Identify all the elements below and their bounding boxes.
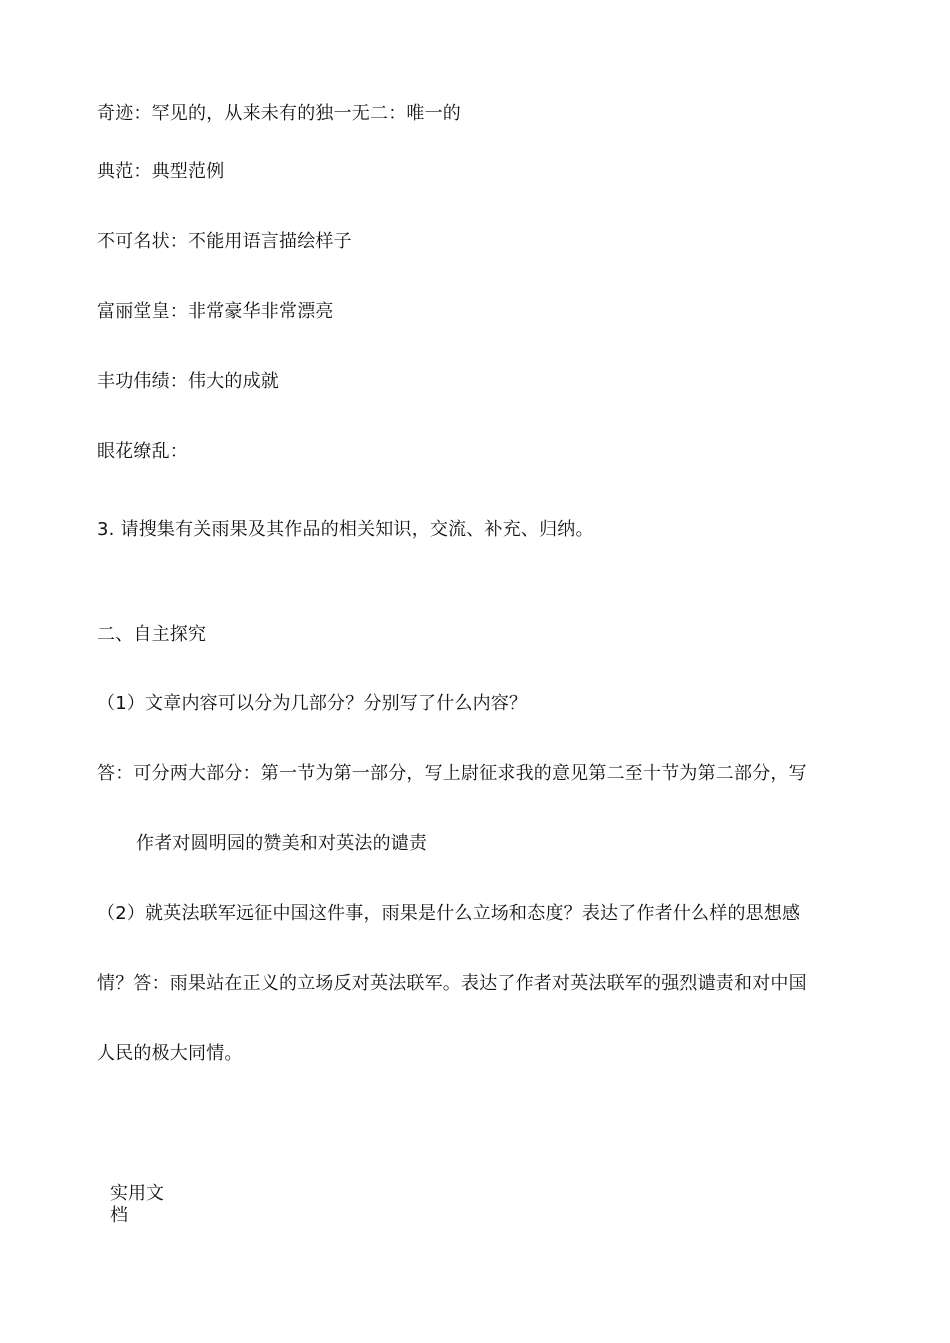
vocab-line-miracle: 奇迹：罕见的，从来未有的独一无二：唯一的	[97, 103, 461, 124]
question-2-line-2: 情？答：雨果站在正义的立场反对英法联军。表达了作者对英法联军的强烈谴责和对中国	[97, 973, 807, 994]
answer-1-line-2: 作者对圆明园的赞美和对英法的谴责	[136, 833, 428, 854]
vocab-line-indescribable: 不可名状：不能用语言描绘样子	[97, 231, 352, 252]
question-2-line-3: 人民的极大同情。	[97, 1043, 243, 1064]
question-2-line-1: （2）就英法联军远征中国这件事，雨果是什么立场和态度？表达了作者什么样的思想感	[97, 903, 801, 924]
section-title: 二、自主探究	[97, 624, 207, 645]
answer-1-line-1: 答：可分两大部分：第一节为第一部分，写上尉征求我的意见第二至十节为第二部分，写	[97, 763, 807, 784]
footer-label: 实用文档	[110, 1183, 164, 1226]
vocab-line-great-achievements: 丰功伟绩：伟大的成就	[97, 371, 279, 392]
vocab-line-magnificent: 富丽堂皇：非常豪华非常漂亮	[97, 301, 334, 322]
task-3: 3. 请搜集有关雨果及其作品的相关知识，交流、补充、归纳。	[97, 519, 594, 540]
question-1: （1）文章内容可以分为几部分？分别写了什么内容？	[97, 693, 528, 714]
vocab-line-model: 典范：典型范例	[97, 161, 225, 182]
vocab-line-dazzled: 眼花缭乱：	[97, 441, 188, 462]
